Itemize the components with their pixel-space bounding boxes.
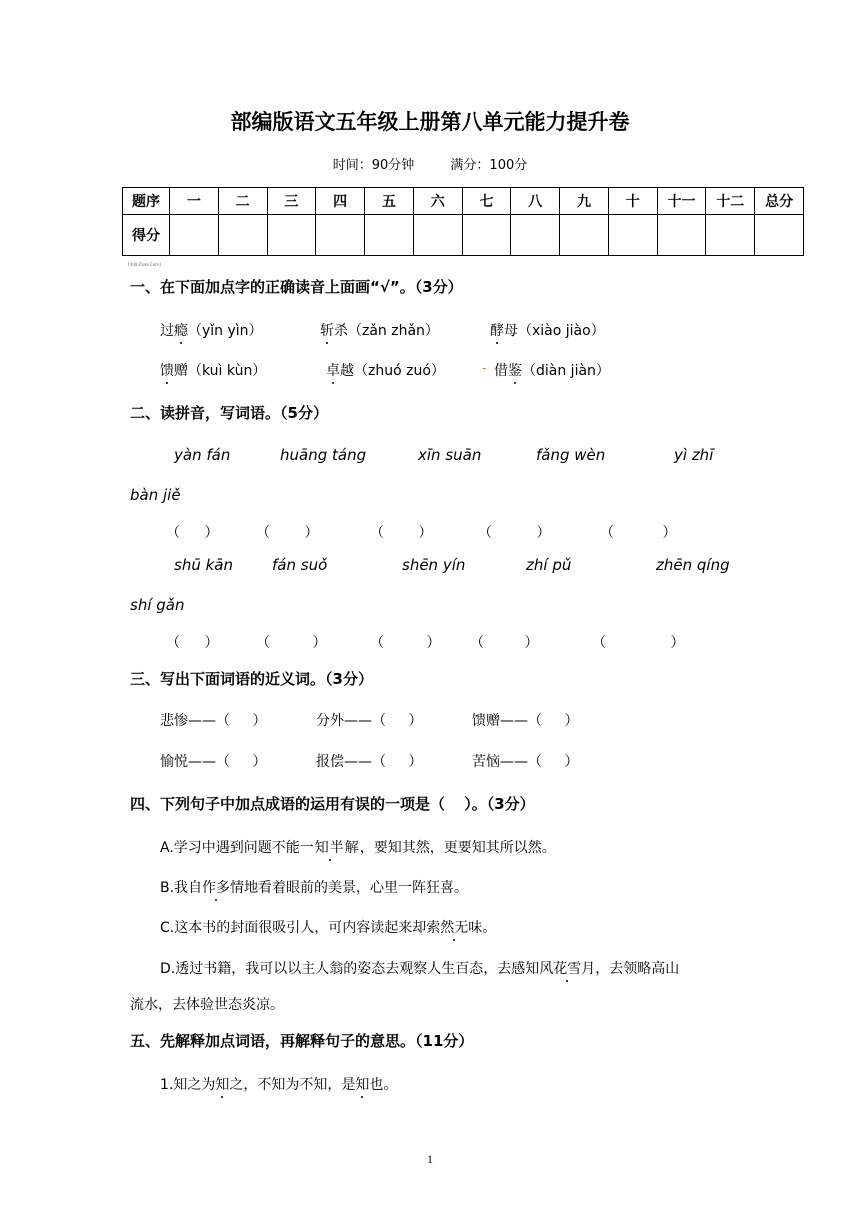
pinyin-word: yì zhī — [674, 446, 714, 464]
option-b[interactable] — [160, 877, 468, 897]
answer-blank[interactable]: （ ） — [256, 525, 319, 541]
header-cell: 总分 — [755, 188, 804, 215]
score-cell[interactable] — [365, 215, 414, 256]
item-text: 越（zhuó zuó） — [340, 363, 445, 379]
exam-info — [0, 154, 860, 173]
score-cell[interactable] — [413, 215, 462, 256]
score-cell[interactable] — [462, 215, 511, 256]
dotted-char: 酵 — [490, 320, 504, 340]
answer-blank[interactable]: （ ） — [166, 635, 219, 651]
pinyin-word: yàn fán — [174, 446, 231, 464]
score-table — [122, 187, 804, 256]
header-cell: 二 — [218, 188, 267, 215]
header-cell: 四 — [316, 188, 365, 215]
pinyin-choice-item — [160, 320, 263, 340]
synonym-item[interactable]: 苦恼——（ ） — [472, 754, 579, 770]
header-cell: 八 — [511, 188, 560, 215]
pinyin-word: shēn yín — [402, 556, 466, 574]
pinyin-choice-item — [490, 320, 605, 340]
dotted-idiom: 索然无味 — [426, 917, 482, 937]
option-d-continued: 流水，去体验世态炎凉。 — [130, 997, 284, 1013]
option-text: B.我 — [160, 880, 189, 896]
dotted-idiom: 自作多情 — [188, 877, 244, 897]
item-text: 杀（zǎn zhǎn） — [334, 323, 439, 339]
score-table-score-row — [123, 215, 804, 256]
question-text: 1.知之为 — [160, 1077, 216, 1093]
pinyin-word: zhí pǔ — [526, 556, 572, 574]
option-a[interactable] — [160, 837, 556, 857]
score-cell[interactable] — [608, 215, 657, 256]
source-note: [来源:Zxxk.Com] — [128, 262, 161, 267]
header-cell: 九 — [560, 188, 609, 215]
section-5-title: 五、先解释加点词语，再解释句子的意思。（11分） — [130, 1032, 474, 1050]
score-row-label: 得分 — [123, 215, 170, 256]
pinyin-word: xīn suān — [418, 446, 482, 464]
synonym-item[interactable]: 愉悦——（ ） — [160, 754, 267, 770]
score-cell[interactable] — [170, 215, 219, 256]
synonym-item[interactable]: 分外——（ ） — [316, 713, 423, 729]
option-text: D.透过书籍，我可以以主人翁的姿态去观察人生百态，去感知 — [160, 961, 540, 977]
answer-blank[interactable]: （ ） — [370, 635, 441, 651]
answer-blank[interactable]: （ ） — [256, 635, 327, 651]
score-table-header-row — [123, 188, 804, 215]
pinyin-word: shí gǎn — [130, 596, 185, 614]
item-text: 母（xiào jiào） — [504, 323, 605, 339]
pinyin-word: shū kān — [174, 556, 233, 574]
option-text: C.这本书的封面很吸引人，可内容读起来却 — [160, 920, 427, 936]
dotted-idiom: 风花雪月 — [539, 958, 595, 978]
dotted-char: 馈 — [160, 360, 174, 380]
dotted-char: 瘾 — [174, 320, 188, 340]
answer-blank[interactable]: （ ） — [166, 525, 219, 541]
pinyin-choice-item — [320, 320, 439, 340]
pinyin-word: fán suǒ — [272, 556, 328, 574]
dotted-char: 卓 — [326, 360, 340, 380]
question-text: 也。 — [369, 1077, 398, 1093]
pinyin-word: bàn jiě — [130, 486, 181, 504]
answer-blank[interactable]: （ ） — [592, 635, 685, 651]
dotted-char: 知 — [355, 1074, 369, 1094]
dotted-char: 鉴 — [508, 360, 522, 380]
score-cell[interactable] — [316, 215, 365, 256]
item-text: 赠（kuì kùn） — [174, 363, 267, 379]
header-cell: 十 — [608, 188, 657, 215]
synonym-item[interactable]: 悲惨——（ ） — [160, 713, 267, 729]
header-cell: 一 — [170, 188, 219, 215]
header-cell: 题序 — [123, 188, 170, 215]
option-text: ，去领略高山 — [595, 961, 680, 977]
option-text: ，要知其然，更要知其所以然。 — [359, 840, 556, 856]
section-1-title: 一、在下面加点字的正确读音上面画“√”。（3分） — [130, 278, 463, 296]
synonym-item[interactable]: 馈赠——（ ） — [472, 713, 579, 729]
synonym-item[interactable]: 报偿——（ ） — [316, 754, 423, 770]
stray-mark: - — [482, 361, 487, 375]
pinyin-word: zhēn qíng — [656, 556, 730, 574]
option-text: A.学习中遇到问题不能 — [160, 840, 300, 856]
score-cell[interactable] — [267, 215, 316, 256]
answer-blank[interactable]: （ ） — [370, 525, 433, 541]
header-cell: 十一 — [657, 188, 706, 215]
option-d[interactable] — [160, 958, 679, 978]
score-cell[interactable] — [706, 215, 755, 256]
item-text: （yǐn yìn） — [188, 323, 263, 339]
pinyin-choice-item — [494, 360, 610, 380]
header-cell: 三 — [267, 188, 316, 215]
header-cell: 十二 — [706, 188, 755, 215]
item-text: 过 — [160, 323, 174, 339]
pinyin-word: fǎng wèn — [536, 446, 606, 464]
section-4-title: 四、下列句子中加点成语的运用有误的一项是（ ）。（3分） — [130, 795, 535, 813]
answer-blank[interactable]: （ ） — [478, 525, 551, 541]
option-text: 。 — [482, 920, 497, 936]
score-cell[interactable] — [755, 215, 804, 256]
question-1 — [160, 1074, 397, 1094]
question-text: 之，不知为不知，是 — [229, 1077, 356, 1093]
page-title: 部编版语文五年级上册第八单元能力提升卷 — [230, 110, 630, 134]
page-number: 1 — [427, 1152, 433, 1166]
pinyin-choice-item — [160, 360, 266, 380]
full-score: 满分：100分 — [450, 158, 528, 173]
pinyin-word: huāng táng — [280, 446, 367, 464]
score-cell[interactable] — [511, 215, 560, 256]
option-text: 地看着眼前的美景，心里一阵狂喜。 — [244, 880, 469, 896]
score-cell[interactable] — [560, 215, 609, 256]
section-2-title: 二、读拼音，写词语。（5分） — [130, 404, 328, 422]
header-cell: 七 — [462, 188, 511, 215]
header-cell: 五 — [365, 188, 414, 215]
item-text: （diàn jiàn） — [522, 363, 610, 379]
dotted-char: 斩 — [320, 320, 334, 340]
header-cell: 六 — [413, 188, 462, 215]
time-limit: 时间：90分钟 — [332, 158, 415, 173]
option-c[interactable] — [160, 917, 496, 937]
section-3-title: 三、写出下面词语的近义词。（3分） — [130, 670, 373, 688]
dotted-char: 知 — [215, 1074, 229, 1094]
answer-blank[interactable]: （ ） — [600, 525, 677, 541]
score-cell[interactable] — [657, 215, 706, 256]
pinyin-choice-item — [326, 360, 445, 380]
score-cell[interactable] — [218, 215, 267, 256]
answer-blank[interactable]: （ ） — [470, 635, 539, 651]
item-text: 借 — [494, 363, 508, 379]
dotted-idiom: 一知半解 — [300, 837, 360, 857]
